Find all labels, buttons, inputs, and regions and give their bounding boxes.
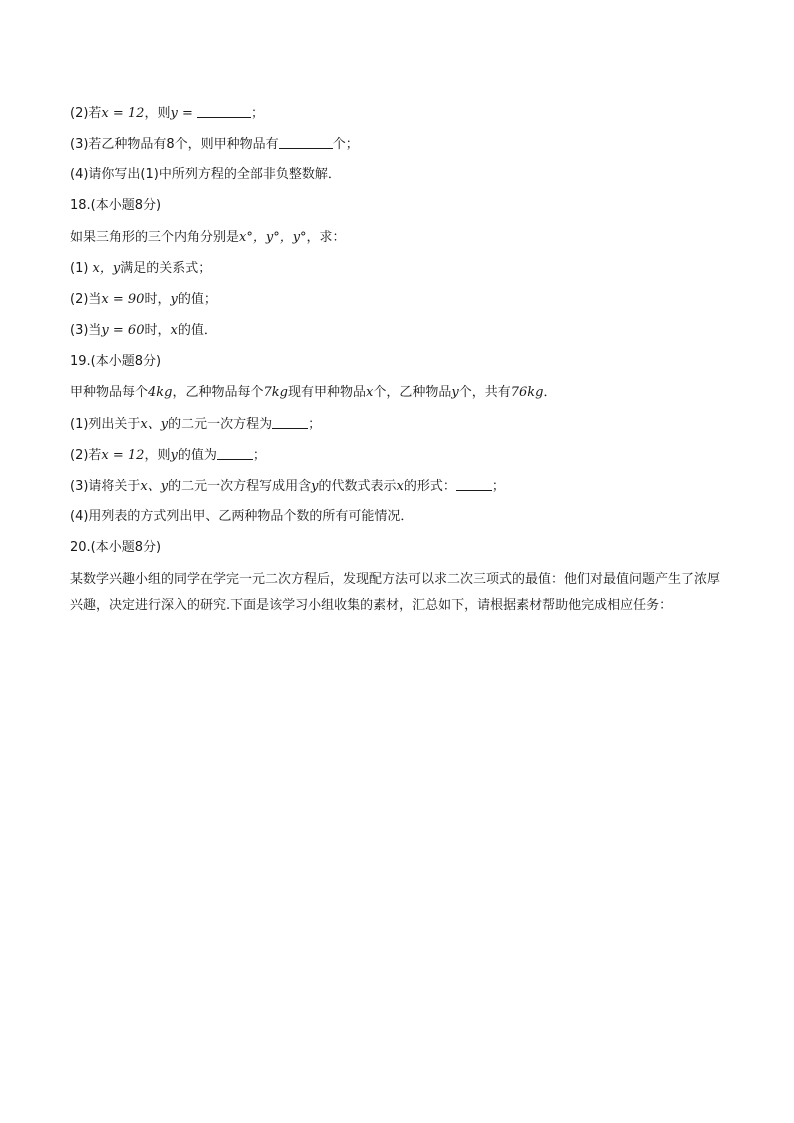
- q19-intro-text-1: 甲种物品每个: [70, 385, 149, 400]
- q18-p2-mid: 时，: [144, 292, 171, 307]
- q18-p3-suffix: 的值．: [177, 323, 217, 338]
- q19-part-4: (4)用列表的方式列出甲、乙两种物品个数的所有可能情况．: [70, 509, 414, 524]
- q18-p3-prefix: (3)当: [70, 323, 102, 338]
- q19-part-2: [70, 447, 734, 464]
- q18-p2-eq: x = 90: [101, 292, 145, 307]
- q19-p3-vars: x、y: [140, 479, 169, 494]
- q19-p3-answer-blank[interactable]: [456, 478, 492, 491]
- q18-p1-prefix: (1): [70, 261, 93, 276]
- q17-p2-answer-blank[interactable]: [197, 105, 251, 118]
- q18-intro-suffix: ，求：: [306, 230, 346, 245]
- q19-header: 19.(本小题8分): [70, 354, 162, 369]
- q19-p2-var: y: [170, 448, 178, 463]
- q19-p2-eq: x = 12: [101, 448, 145, 463]
- q17-p2-eq-y: y =: [170, 106, 193, 121]
- q19-p2-prefix: (2)若: [70, 448, 102, 463]
- q18-part-3: [70, 323, 734, 339]
- q18-p3-mid: 时，: [144, 323, 171, 338]
- q20-body: 某数学兴趣小组的同学在学完一元二次方程后，发现配方法可以求二次三项式的最值：他们对最值问题产生了浓厚兴趣，决定进行深入的研究.下面是该学习小组收集的素材，汇总如下，请根据素材帮助他完成相应任务：: [70, 572, 721, 613]
- q19-intro-text-6: ．: [543, 385, 557, 400]
- q18-part-2: [70, 292, 734, 308]
- q19-p3-var-x: x: [396, 479, 404, 494]
- q17-part-4: (4)请你写出(1)中所列方程的全部非负整数解．: [70, 167, 341, 182]
- q19-intro-var-y: y: [451, 385, 459, 400]
- q17-p2-eq-x: x = 12: [101, 106, 145, 121]
- q18-intro: [70, 230, 734, 246]
- q18-p2-suffix: 的值；: [177, 292, 217, 307]
- q19-part-1: [70, 416, 734, 433]
- q19-p1-answer-blank[interactable]: [272, 416, 308, 429]
- q20-header: 20.(本小题8分): [70, 540, 162, 555]
- q18-p3-var: x: [170, 323, 178, 338]
- q19-p1-suffix: 的二元一次方程为: [168, 417, 273, 432]
- q18-p1-vars: x，y: [92, 261, 121, 276]
- q17-p2-mid: ，则: [144, 106, 171, 121]
- q18-p2-var: y: [170, 292, 178, 307]
- q17-part-2: [70, 105, 734, 122]
- q19-p3-prefix: (3)请将关于: [70, 479, 141, 494]
- q17-p2-suffix: ；: [250, 106, 264, 121]
- q19-p1-vars: x、y: [140, 417, 169, 432]
- q18-intro-prefix: 如果三角形的三个内角分别是: [70, 230, 240, 245]
- q19-p3-end: ；: [491, 479, 505, 494]
- q19-p2-answer-blank[interactable]: [217, 447, 253, 460]
- q18-part-1: [70, 261, 734, 277]
- q19-intro-weight-total: 76kg: [510, 385, 544, 400]
- q18-header: 18.(本小题8分): [70, 198, 162, 213]
- q19-intro-text-5: 个，共有: [458, 385, 511, 400]
- q19-p2-end: ；: [252, 448, 266, 463]
- q19-p2-mid: ，则: [144, 448, 171, 463]
- q17-p3-suffix: 个；: [332, 137, 359, 152]
- q19-intro-text-2: ，乙种物品每个: [172, 385, 264, 400]
- q19-p2-suffix: 的值为: [177, 448, 217, 463]
- q17-p3-prefix: (3)若乙种物品有8个，则甲种物品有: [70, 137, 279, 152]
- q18-p1-suffix: 满足的关系式；: [120, 261, 212, 276]
- q18-p3-eq: y = 60: [101, 323, 145, 338]
- q17-p3-answer-blank[interactable]: [279, 136, 333, 149]
- q19-p3-mid: 的二元一次方程写成用含: [168, 479, 312, 494]
- q19-part-3: [70, 478, 734, 495]
- q19-p3-var-y: y: [311, 479, 319, 494]
- q19-intro-weight-1: 4kg: [148, 385, 173, 400]
- q17-part-3: [70, 136, 734, 153]
- q19-p1-end: ；: [308, 417, 322, 432]
- q19-intro-var-x: x: [366, 385, 374, 400]
- q17-p2-prefix: (2)若: [70, 106, 102, 121]
- q19-p3-mid2: 的代数式表示: [318, 479, 397, 494]
- q19-p3-suffix: 的形式：: [403, 479, 456, 494]
- q19-p1-prefix: (1)列出关于: [70, 417, 141, 432]
- q19-intro: [70, 385, 734, 401]
- q19-intro-text-3: 现有甲种物品: [288, 385, 367, 400]
- q18-intro-vars: x°，y°，y°: [239, 230, 307, 245]
- q19-intro-weight-2: 7kg: [263, 385, 288, 400]
- q19-intro-text-4: 个，乙种物品: [373, 385, 452, 400]
- q18-p2-prefix: (2)当: [70, 292, 102, 307]
